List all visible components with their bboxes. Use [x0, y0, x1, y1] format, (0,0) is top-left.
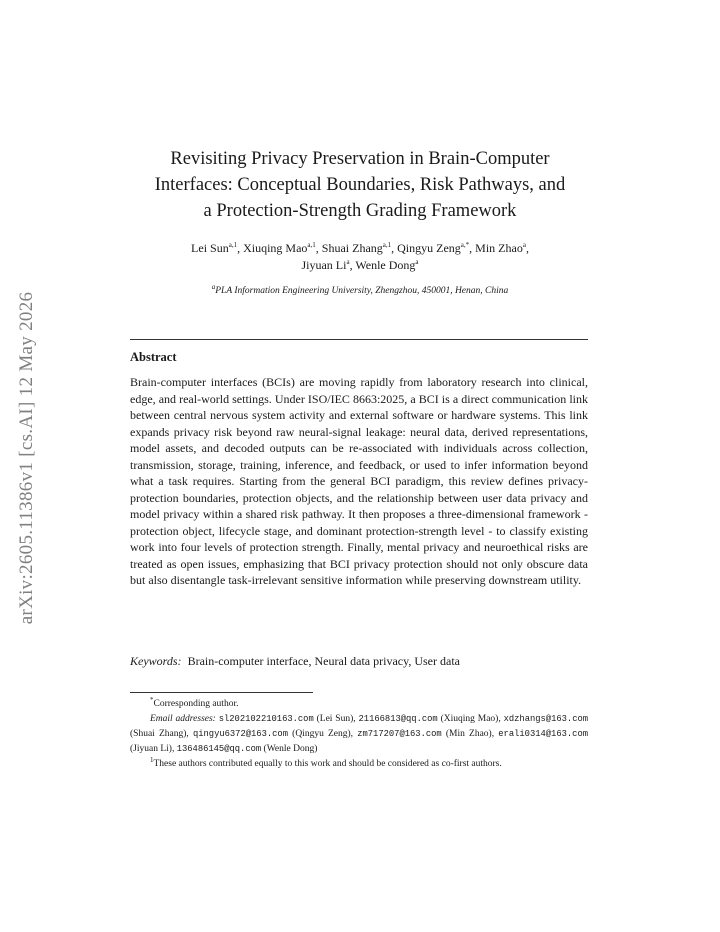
equal-contribution-mark: 1 — [150, 755, 154, 764]
affiliation-mark: a — [211, 282, 216, 291]
email-owner: (Shuai Zhang) — [130, 729, 187, 739]
author-name: Qingyu Zeng — [397, 241, 461, 255]
author-affiliation-mark: a — [415, 258, 419, 266]
author-line-2: Jiyuan Li$^a$, Wenle Dong$^a$ — [301, 258, 419, 272]
author-affiliation-mark: a,1 — [228, 241, 238, 249]
title-line-3: a Protection-Strength Grading Framework — [203, 201, 517, 221]
author-name: Min Zhao — [475, 241, 523, 255]
email-link[interactable]: sl202102210163.com — [218, 714, 314, 724]
affiliation-text: PLA Information Engineering University, Zhengzhou, 450001, Henan, China — [215, 286, 509, 296]
email-owner: (Xiuqing Mao) — [440, 714, 499, 724]
email-footnote: Email addresses: sl202102210163.com (Lei Sun), 21166813@qq.com (Xiuqing Mao), xdzhangs@163.com (Shuai Zhang), qingyu6372@163.com (Qingyu Zeng), zm717207@163.com (Min Zhao), erali0314@163.com (Jiyuan Li), 136486145@qq.com (Wenle Dong) — [130, 714, 589, 754]
author-name: Lei Sun — [191, 241, 229, 255]
abstract-text: Brain-computer interfaces (BCIs) are moving rapidly from laboratory research into clinical, edge, and real-world settings. Under ISO/IEC 8663:2025, a BCI is a direct communication link between central nervous system activity and external software or hardware systems. This link expands privacy risk beyond raw neural-signal leakage: neural data, derived representations, model assets, and decoded outputs can be re-associated with individuals across collection, transmission, storage, training, inference, and feedback, or used to infer information beyond what a task requires. Starting from the general BCI paradigm, this review defines privacy-protection boundaries, protection objects, and the relationship between user data privacy and model privacy within a shared risk pathway. It then proposes a three-dimensional framework - protection object, lifecycle stage, and dominant protection-strength level - to classify existing work into four levels of protection strength. Finally, mental privacy and neuroethical risks are treated as open issues, emphasizing that BCI privacy protection should not only obscure data but also disentangle task-irrelevant sensitive information while preserving downstream utility. — [130, 375, 588, 587]
author-name: Wenle Dong — [355, 258, 416, 272]
header-divider — [130, 339, 588, 340]
corresponding-mark: * — [150, 695, 154, 704]
email-owner: (Min Zhao) — [445, 729, 492, 739]
email-owner: (Qingyu Zeng) — [292, 729, 351, 739]
affiliation — [110, 282, 610, 296]
corresponding-text: Corresponding author. — [153, 699, 239, 709]
author-name: Xiuqing Mao — [243, 241, 308, 255]
keywords — [130, 654, 588, 669]
email-owner: (Wenle Dong) — [263, 744, 318, 754]
author-name: Jiyuan Li — [301, 258, 347, 272]
keywords-text: Brain-computer interface, Neural data privacy, User data — [187, 654, 460, 668]
author-line-1: Lei Sun$^{a,1}$, Xiuqing Mao$^{a,1}$, Shuai Zhang$^{a,1}$, Qingyu Zeng$^{a,*}$, Min Zhao$^a$, — [191, 241, 529, 255]
author-affiliation-mark: a,* — [460, 241, 470, 249]
email-link[interactable]: 136486145@qq.com — [176, 744, 262, 754]
email-link[interactable]: xdzhangs@163.com — [503, 714, 589, 724]
email-link[interactable]: qingyu6372@163.com — [192, 729, 288, 739]
email-owner: (Lei Sun) — [316, 714, 354, 724]
title-line-2: Interfaces: Conceptual Boundaries, Risk Pathways, and — [154, 175, 566, 195]
corresponding-footnote — [130, 697, 588, 712]
equal-contribution-footnote — [130, 757, 588, 772]
author-affiliation-mark: a — [346, 258, 350, 266]
keywords-label: Keywords: — [130, 654, 182, 668]
equal-contribution-text: These authors contributed equally to this work and should be considered as co-first authors. — [153, 759, 502, 769]
author-affiliation-mark: a,1 — [382, 241, 392, 249]
arxiv-identifier-text: arXiv:2605.11386v1 [cs.AI] 12 May 2026 — [16, 291, 37, 625]
author-list — [110, 240, 610, 274]
abstract-heading: Abstract — [130, 350, 177, 364]
email-link[interactable]: erali0314@163.com — [498, 729, 589, 739]
email-link[interactable]: 21166813@qq.com — [358, 714, 438, 724]
footnote-divider — [130, 692, 313, 693]
footnotes — [130, 697, 588, 772]
arxiv-identifier — [12, 258, 42, 658]
author-affiliation-mark: a — [522, 241, 526, 249]
paper-title — [110, 146, 610, 224]
email-label: Email addresses: — [150, 714, 216, 724]
author-name: Shuai Zhang — [321, 241, 383, 255]
title-line-1: Revisiting Privacy Preservation in Brain-Computer — [170, 149, 550, 169]
author-affiliation-mark: a,1 — [307, 241, 316, 249]
email-link[interactable]: zm717207@163.com — [357, 729, 442, 739]
email-owner: (Jiyuan Li) — [130, 744, 172, 754]
